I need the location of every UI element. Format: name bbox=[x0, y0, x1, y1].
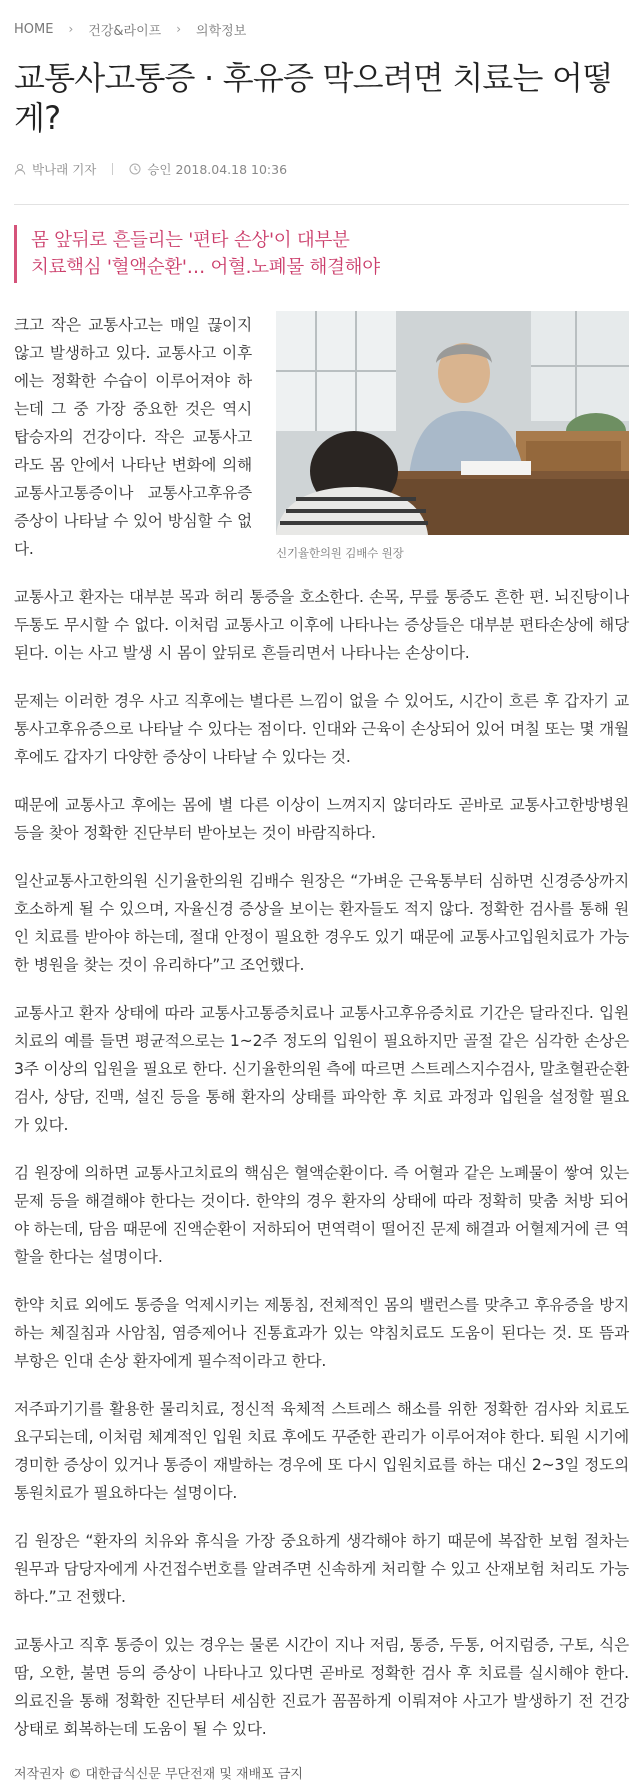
paragraph: 문제는 이러한 경우 사고 직후에는 별다른 느낌이 없을 수 있어도, 시간이 흐른 후 갑자기 교통사고후유증으로 나타날 수 있다는 점이다. 인대와 근육이 손상되어 있어 며칠 또는 몇 개월 후에도 갑자기 다양한 증상이 나타날 수 있다는 것. bbox=[14, 692, 629, 766]
article-figure bbox=[276, 311, 629, 561]
meta-divider bbox=[112, 163, 113, 175]
article-body bbox=[14, 311, 629, 1743]
subhead-line-2: 치료핵심 '혈액순환'… 어혈.노폐물 해결해야 bbox=[31, 257, 380, 278]
subhead-line-1: 몸 앞뒤로 흔들리는 '편타 손상'이 대부분 bbox=[31, 230, 350, 251]
article-meta bbox=[14, 158, 629, 180]
paragraph: 교통사고 직후 통증이 있는 경우는 물론 시간이 지나 저림, 통증, 두통, 어지럼증, 구토, 식은땀, 오한, 불면 등의 증상이 나타나고 있다면 곧바로 정확한 검사 후 치료를 실시해야 한다. 의료진을 통해 정확한 진단부터 세심한 진료가 꼼꼼하게 이뤄져야 사고가 발생하기 전 건강상태로 회복하는데 도움이 될 수 있다. bbox=[14, 1636, 629, 1738]
paragraph: 교통사고 환자는 대부분 목과 허리 통증을 호소한다. 손목, 무릎 통증도 흔한 편. 뇌진탕이나 두통도 무시할 수 없다. 이처럼 교통사고 이후에 나타나는 증상들은 대부분 편타손상에 해당된다. 이는 사고 발생 시 몸이 앞뒤로 흔들리면서 나타나는 손상이다. bbox=[14, 588, 629, 662]
paragraph: 저주파기기를 활용한 물리치료, 정신적 육체적 스트레스 해소를 위한 정확한 검사와 치료도 요구되는데, 이처럼 체계적인 입원 치료 후에도 꾸준한 관리가 이루어져야 한다. 퇴원 시기에 경미한 증상이 있거나 통증이 재발하는 경우에 또 다시 입원치료를 하는 대신 2~3일 정도의 통원치료가 필요하다는 설명이다. bbox=[14, 1400, 629, 1502]
article-photo[interactable] bbox=[276, 311, 629, 535]
paragraph: 한약 치료 외에도 통증을 억제시키는 제통침, 전체적인 몸의 밸런스를 맞추고 후유증을 방지하는 체질침과 사암침, 염증제어나 진통효과가 있는 약침치료도 도움이 된다는 것. 또 뜸과 부항은 인대 손상 환자에게 필수적이라고 한다. bbox=[14, 1296, 629, 1370]
breadcrumb bbox=[14, 16, 629, 42]
chevron-right-icon: › bbox=[176, 22, 182, 36]
paragraph: 일산교통사고한의원 신기율한의원 김배수 원장은 “가벼운 근육통부터 심하면 신경증상까지 호소하게 될 수 있으며, 자율신경 증상을 보이는 환자들도 적지 않다. 정확한 검사를 통해 원인 치료를 받아야 하는데, 절대 안정이 필요한 경우도 있기 때문에 교통사고입원치료가 가능한 병원을 찾는 것이 유리하다”고 조언했다. bbox=[14, 872, 629, 974]
copyright-notice: 저작권자 © 대한급식신문 무단전재 및 재배포 금지 bbox=[14, 1767, 303, 1782]
breadcrumb-health-life[interactable]: 건강&라이프 bbox=[88, 23, 162, 39]
breadcrumb-medical-info[interactable]: 의학정보 bbox=[196, 23, 247, 39]
author-name[interactable]: 박나래 기자 bbox=[32, 162, 97, 177]
paragraph: 김 원장에 의하면 교통사고치료의 핵심은 혈액순환이다. 즉 어혈과 같은 노폐물이 쌓여 있는 문제 등을 해결해야 한다는 것이다. 한약의 경우 환자의 상태에 따라 정확히 맞춤 처방 되어야 하는데, 담음 때문에 진액순환이 저하되어 면역력이 떨어진 문제 해결과 어혈제거에 큰 역할을 한다는 설명이다. bbox=[14, 1164, 629, 1266]
paragraph: 때문에 교통사고 후에는 몸에 별 다른 이상이 느껴지지 않더라도 곧바로 교통사고한방병원 등을 찾아 정확한 진단부터 받아보는 것이 바람직하다. bbox=[14, 796, 629, 842]
breadcrumb-home[interactable]: HOME bbox=[14, 21, 54, 37]
article-subhead bbox=[14, 225, 629, 283]
approval-date: 승인 2018.04.18 10:36 bbox=[147, 162, 288, 177]
article-title: 교통사고통증 · 후유증 막으려면 치료는 어떻게? bbox=[14, 59, 613, 137]
article-page bbox=[0, 16, 643, 1782]
paragraph: 교통사고 환자 상태에 따라 교통사고통증치료나 교통사고후유증치료 기간은 달라진다. 입원치료의 예를 들면 평균적으로는 1~2주 정도의 입원이 필요하지만 골절 같은 심각한 손상은 3주 이상의 입원을 필요로 한다. 신기율한의원 측에 따르면 스트레스지수검사, 말초혈관순환검사, 상담, 진맥, 설진 등을 통해 환자의 상태를 파악한 후 치료 과정과 입원을 설정할 필요가 있다. bbox=[14, 1004, 629, 1134]
clock-icon bbox=[129, 163, 141, 175]
paragraph: 김 원장은 “환자의 치유와 휴식을 가장 중요하게 생각해야 하기 때문에 복잡한 보험 절차는 원무과 담당자에게 사건접수번호를 알려주면 신속하게 처리할 수 있고 산재보험 처리도 가능하다.”고 전했다. bbox=[14, 1532, 629, 1606]
paragraph: 크고 작은 교통사고는 매일 끊이지 않고 발생하고 있다. 교통사고 이후에는 정확한 수습이 이루어져야 하는데 그 중 가장 중요한 것은 역시 탑승자의 건강이다. 작은 교통사고라도 몸 안에서 나타난 변화에 의해 교통사고통증이나 교통사고후유증 증상이 나타날 수 있어 방심할 수 없다. bbox=[14, 316, 252, 558]
photo-caption: 신기율한의원 김배수 원장 bbox=[276, 546, 404, 560]
chevron-right-icon: › bbox=[68, 22, 74, 36]
user-icon bbox=[14, 163, 26, 175]
header-divider bbox=[14, 204, 629, 205]
